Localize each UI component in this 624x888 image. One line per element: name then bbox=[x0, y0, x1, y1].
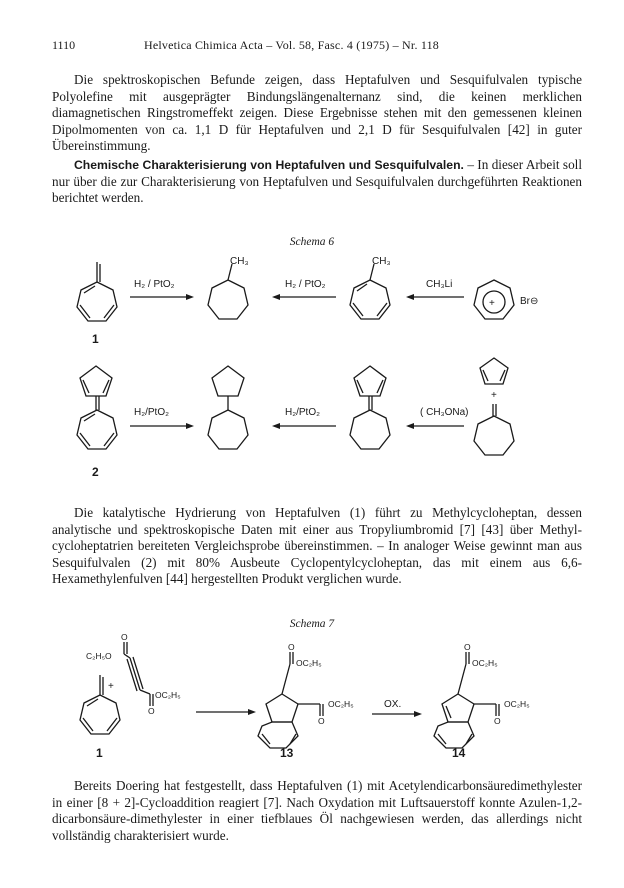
oxygen-label: O bbox=[288, 642, 295, 652]
oxygen-label: O bbox=[318, 716, 325, 726]
paragraph-spectroscopy: Die spektroskopischen Befunde zeigen, dass Heptafulven und Sesquifulvalen typische Polyolefine mit ausgeprägter Bindungslängenalternanz sind, die keinen merklichen diamagnetischen Ringstromeffekt zeigen. Diese Ergebnisse stehen mit den gemessenen kleinen Dipolmomenten von ca. 1,1 D für Heptafulven und 2,1 D für Sesquifulvalen [42] in guter Übereinstimmung. bbox=[52, 72, 582, 154]
oxygen-label: O bbox=[464, 642, 471, 652]
ethoxy-label: OC₂H₅ bbox=[504, 699, 530, 709]
compound-2-label: 2 bbox=[92, 465, 99, 479]
running-head: Helvetica Chimica Acta – Vol. 58, Fasc. 4 (1975) – Nr. 118 bbox=[144, 38, 440, 52]
ethoxy-label: OC₂H₅ bbox=[296, 658, 322, 668]
methylcycloheptane-structure bbox=[208, 264, 248, 319]
heptafulvene-structure bbox=[77, 262, 117, 321]
running-header bbox=[52, 38, 582, 56]
plus-sign: + bbox=[491, 390, 497, 401]
oxidation-label: OX. bbox=[384, 699, 402, 710]
reaction-arrow-right bbox=[372, 711, 422, 717]
section-heading: Chemische Charakterisierung von Heptafulven und Sesquifulvalen. bbox=[74, 158, 464, 172]
bromide-label: Br⊖ bbox=[520, 296, 539, 307]
paragraph-cycloaddition: Bereits Doering hat festgestellt, dass Heptafulven (1) mit Acetylendicarbonsäuredimethylester in einer [8 + 2]-Cycloaddition reagiert [7]. Nach Oxydation mit Luftsauerstoff konnte Azulen-1,2-dicarbonsäure-dimethylester in einer tiefblaues Öl nachgewiesen werden, das allerdings nicht vollständig charakterisiert wurde. bbox=[52, 778, 582, 843]
cation-plus-label: + bbox=[489, 298, 495, 309]
reaction-arrow-left bbox=[406, 423, 464, 429]
reaction-arrow-right bbox=[196, 709, 256, 715]
reaction-arrow-left bbox=[406, 294, 464, 300]
oxygen-label: O bbox=[148, 706, 155, 716]
acetylenedicarboxylate-structure bbox=[124, 642, 153, 706]
heptafulvene-structure bbox=[80, 675, 120, 734]
cyclopentylcycloheptane-structure bbox=[208, 366, 248, 449]
methylcycloheptatriene-structure bbox=[350, 264, 390, 319]
compound-1-label: 1 bbox=[92, 332, 99, 346]
compound-1-label: 1 bbox=[96, 746, 103, 760]
oxygen-label: O bbox=[494, 716, 501, 726]
reaction-arrow-left bbox=[272, 423, 336, 429]
page-number: 1110 bbox=[52, 38, 76, 52]
reagent-label: H₂/PtO₂ bbox=[285, 407, 320, 418]
reagent-label: H₂ / PtO₂ bbox=[134, 279, 175, 290]
compound-14-label: 14 bbox=[452, 746, 466, 760]
ethoxy-label: OC₂H₅ bbox=[472, 658, 498, 668]
oxygen-label: O bbox=[121, 632, 128, 642]
methyl-label: CH₃ bbox=[230, 256, 249, 267]
cyclopentadiene-structure bbox=[480, 358, 508, 384]
scheme-7-caption: Schema 7 bbox=[289, 618, 335, 630]
methyl-label: CH₃ bbox=[372, 256, 391, 267]
reagent-label: H₂/PtO₂ bbox=[134, 407, 169, 418]
scheme-6-diagram bbox=[0, 250, 624, 490]
compound-13-label: 13 bbox=[280, 746, 294, 760]
ethoxy-label: C₂H₅O bbox=[86, 651, 112, 661]
reaction-arrow-left bbox=[272, 294, 336, 300]
reagent-label: H₂ / PtO₂ bbox=[285, 279, 326, 290]
ethoxy-label: OC₂H₅ bbox=[328, 699, 354, 709]
reaction-arrow-right bbox=[130, 423, 194, 429]
reaction-arrow-right bbox=[130, 294, 194, 300]
scheme-6-caption: Schema 6 bbox=[289, 236, 335, 248]
cycloheptanone-structure bbox=[474, 404, 514, 455]
plus-sign: + bbox=[108, 681, 114, 692]
ethoxy-label: OC₂H₅ bbox=[155, 690, 181, 700]
scheme-7-diagram bbox=[0, 632, 624, 760]
reagent-label: ( CH₃ONa) bbox=[420, 407, 469, 418]
hexamethylenefulvene-structure bbox=[350, 366, 390, 449]
paragraph-hydrogenation: Die katalytische Hydrierung von Heptafulven (1) führt zu Methylcycloheptan, dessen analytische und spektroskopische Daten mit einer aus Tropyliumbromid [7] [43] über Methyl-cycloheptatrien bereiteten Vergleichsprobe übereinstimmen. – In analoger Weise gewinnt man aus Sesquifulvalen (2) mit 80% Ausbeute Cyclopentylcycloheptan, das mit einem aus 6,6-Hexamethylenfulven [44] hergestellten Produkt verglichen wurde. bbox=[52, 505, 582, 587]
paragraph-characterization bbox=[52, 157, 582, 207]
reagent-label: CH₃Li bbox=[426, 279, 453, 290]
paragraph-characterization-body: – In dieser Arbeit soll nur über die zur Charakterisierung von Heptafulven und Sesquifulvalen durchgeführten Reaktionen berichtet werden. bbox=[52, 157, 582, 206]
sesquifulvalene-structure bbox=[77, 366, 117, 449]
